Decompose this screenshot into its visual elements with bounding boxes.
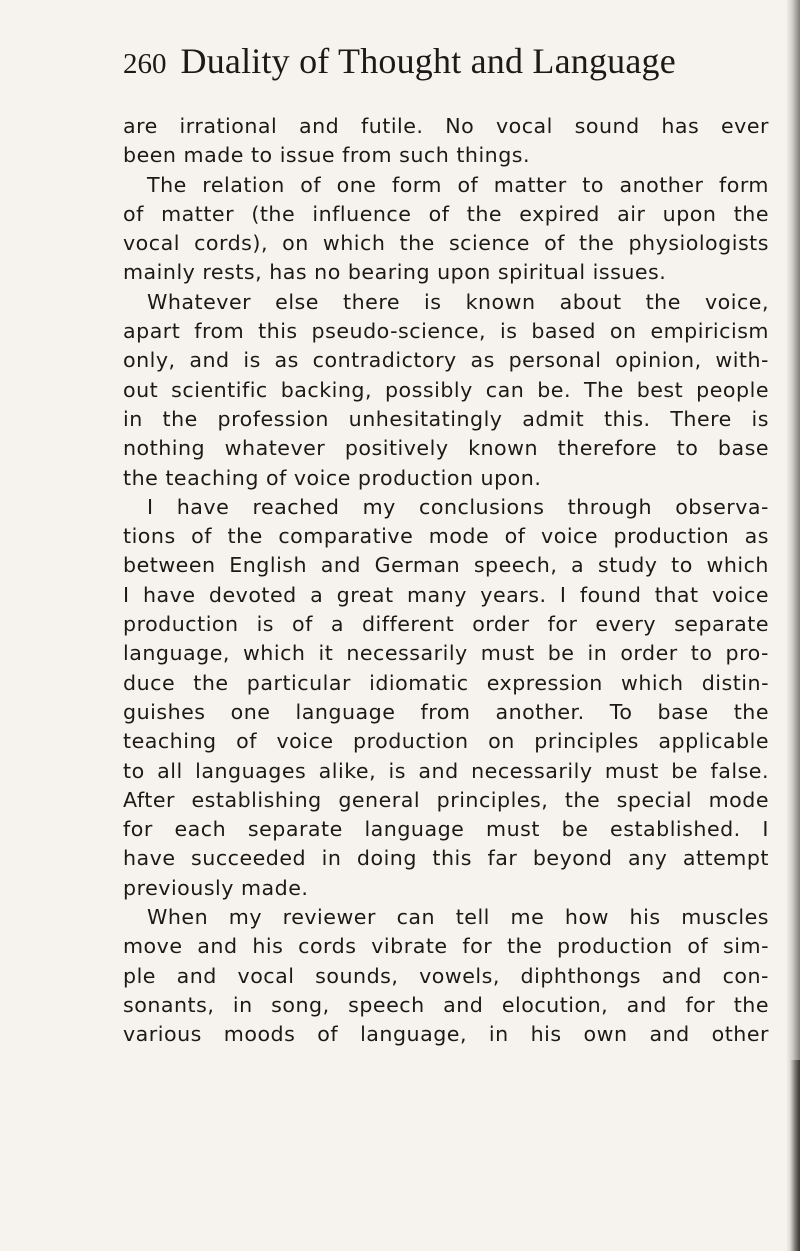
text-line: language, which it necessarily must be in order to pro- (123, 641, 769, 666)
text-line: Whatever else there is known about the voice, (147, 289, 769, 314)
text-line: of matter (the influence of the expired air upon the (123, 201, 769, 226)
text-line: duce the particular idiomatic expression which distin- (123, 670, 769, 695)
text-line: apart from this pseudo-science, is based on empiricism (123, 319, 769, 344)
text-line: The relation of one form of matter to another form (147, 172, 769, 197)
text-line: are irrational and futile. No vocal sound has ever (123, 114, 769, 138)
text-line: nothing whatever positively known therefore to base (123, 436, 769, 461)
text-line: various moods of language, in his own and other (123, 1022, 769, 1047)
text-line: When my reviewer can tell me how his muscles (147, 905, 769, 930)
text-line: vocal cords), on which the science of the physiologists (123, 231, 769, 256)
text-line: production is of a different order for every separate (123, 612, 769, 637)
text-line: only, and is as contradictory as personal opinion, with- (123, 348, 769, 373)
text-line: mainly rests, has no bearing upon spiritual issues. (123, 260, 667, 285)
page-number: 260 (123, 48, 167, 80)
text-line: for each separate language must be established. I (123, 817, 769, 842)
text-line: I have reached my conclusions through observa- (147, 494, 769, 519)
text-line: in the profession unhesitatingly admit this. There is (123, 406, 769, 431)
text-line: previously made. (123, 875, 309, 900)
body-text (123, 112, 769, 1050)
text-line: move and his cords vibrate for the production of sim- (123, 934, 769, 959)
running-title: Duality of Thought and Language (180, 41, 676, 81)
text-line: teaching of voice production on principles applicable (123, 729, 769, 754)
text-line: tions of the comparative mode of voice production as (123, 524, 769, 549)
text-line: the teaching of voice production upon. (123, 465, 542, 490)
text-line: I have devoted a great many years. I found that voice (123, 582, 769, 607)
text-line: been made to issue from such things. (123, 143, 531, 168)
text-line: sonants, in song, speech and elocution, and for the (123, 992, 769, 1017)
page-header (123, 40, 773, 110)
text-line: After establishing general principles, the special mode (123, 787, 769, 812)
text-line: have succeeded in doing this far beyond any attempt (123, 846, 769, 871)
text-line: out scientific backing, possibly can be. The best people (123, 377, 769, 402)
text-line: guishes one language from another. To base the (123, 699, 769, 724)
text-line: ple and vocal sounds, vowels, diphthongs and con- (123, 963, 769, 988)
text-line: between English and German speech, a study to which (123, 553, 769, 578)
text-line: to all languages alike, is and necessarily must be false. (123, 758, 769, 783)
page-edge-shadow-bottom (790, 1060, 800, 1251)
